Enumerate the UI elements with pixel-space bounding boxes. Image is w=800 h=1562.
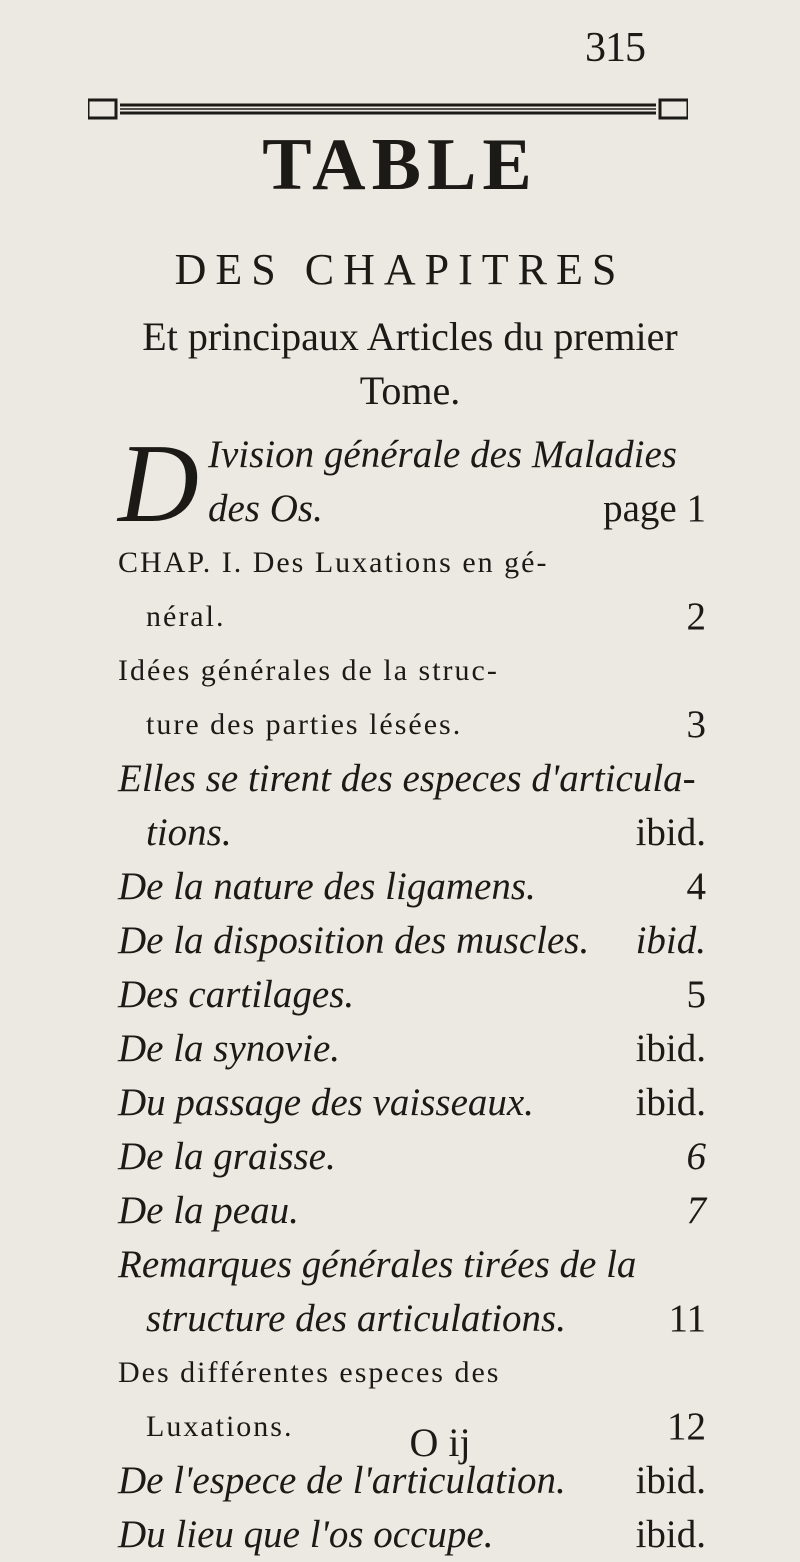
toc-entry-page: 12 [667,1405,706,1448]
toc-entry-text: Idées générales de la struc- [118,654,499,687]
toc-entry-text: Luxations. [146,1410,294,1443]
toc-entry-page: 2 [686,595,706,638]
toc-entry-page: ibid. [635,919,706,962]
toc-entry-page: ibid. [635,1459,706,1502]
toc-entry-text: des Os. [208,487,323,530]
toc-entry-page: 6 [686,1135,706,1178]
drop-cap: D [118,422,199,546]
signature-mark: O ij [409,1420,471,1465]
toc-entry-page: ibid. [635,1513,706,1556]
toc-entry-text: CHAP. I. Des Luxations en gé- [118,546,549,579]
toc-entry [118,1184,706,1238]
toc-entry-text: De l'espece de l'articulation. [118,1459,566,1502]
toc-entry [118,860,706,914]
toc-entry [118,914,706,968]
toc-entry [118,1022,706,1076]
toc-entry-text: tions. [146,811,232,854]
toc-entry-text: Ivision générale des Maladies [208,433,677,476]
toc-entry-continuation [118,698,706,752]
toc-entry [118,1130,706,1184]
toc-entry-continuation [118,482,706,536]
toc-entry-text: Des différentes especes des [118,1356,501,1389]
toc-entry-text: De la synovie. [118,1027,341,1070]
toc-entry [118,1238,706,1292]
page-number: 315 [585,25,645,71]
toc-entry-text: Du lieu que l'os occupe. [118,1513,494,1556]
page-subtitle: DES CHAPITRES [174,245,626,294]
toc-entry-text: De la disposition des muscles. [118,919,590,962]
toc-entry-text: ture des parties lésées. [146,708,463,741]
toc-entry-text: De la nature des ligamens. [118,865,536,908]
toc-entry [118,1508,706,1562]
toc-entry-page: ibid. [635,1081,706,1124]
toc-entry [118,752,706,806]
toc-entry-page: 3 [686,703,706,746]
toc-entry-page: page 1 [603,487,706,530]
toc-entry [118,536,706,590]
toc-entry [118,644,706,698]
toc-entry-text: Du passage des vaisseaux. [118,1081,534,1124]
toc-entry-text: néral. [146,600,226,633]
toc-entry-page: 7 [686,1189,706,1232]
toc-entry [118,968,706,1022]
toc-entry-page: ibid. [635,1027,706,1070]
toc-entry-page: ibid. [635,811,706,854]
toc-entry-continuation [118,806,706,860]
toc-entry-page: 4 [686,865,706,908]
toc-entry [118,1346,706,1400]
toc-entry-page: 11 [668,1297,706,1340]
toc-entry-text: Elles se tirent des especes d'articula- [118,757,696,800]
toc-entry-text: De la graisse. [118,1135,336,1178]
toc-entry-text: De la peau. [118,1189,299,1232]
toc-entry-continuation [118,1292,706,1346]
toc-entry [118,1076,706,1130]
toc-list [118,422,706,1562]
page-title: TABLE [262,124,538,206]
toc-entry-text: Des cartilages. [118,973,355,1016]
toc-entry-text: structure des articulations. [146,1297,566,1340]
toc-entry-text: Remarques générales tirées de la [118,1243,637,1286]
toc-entry-page: 5 [686,973,706,1016]
toc-entry-continuation [118,590,706,644]
intro-text: Et principaux Articles du premier Tome. [142,314,678,413]
